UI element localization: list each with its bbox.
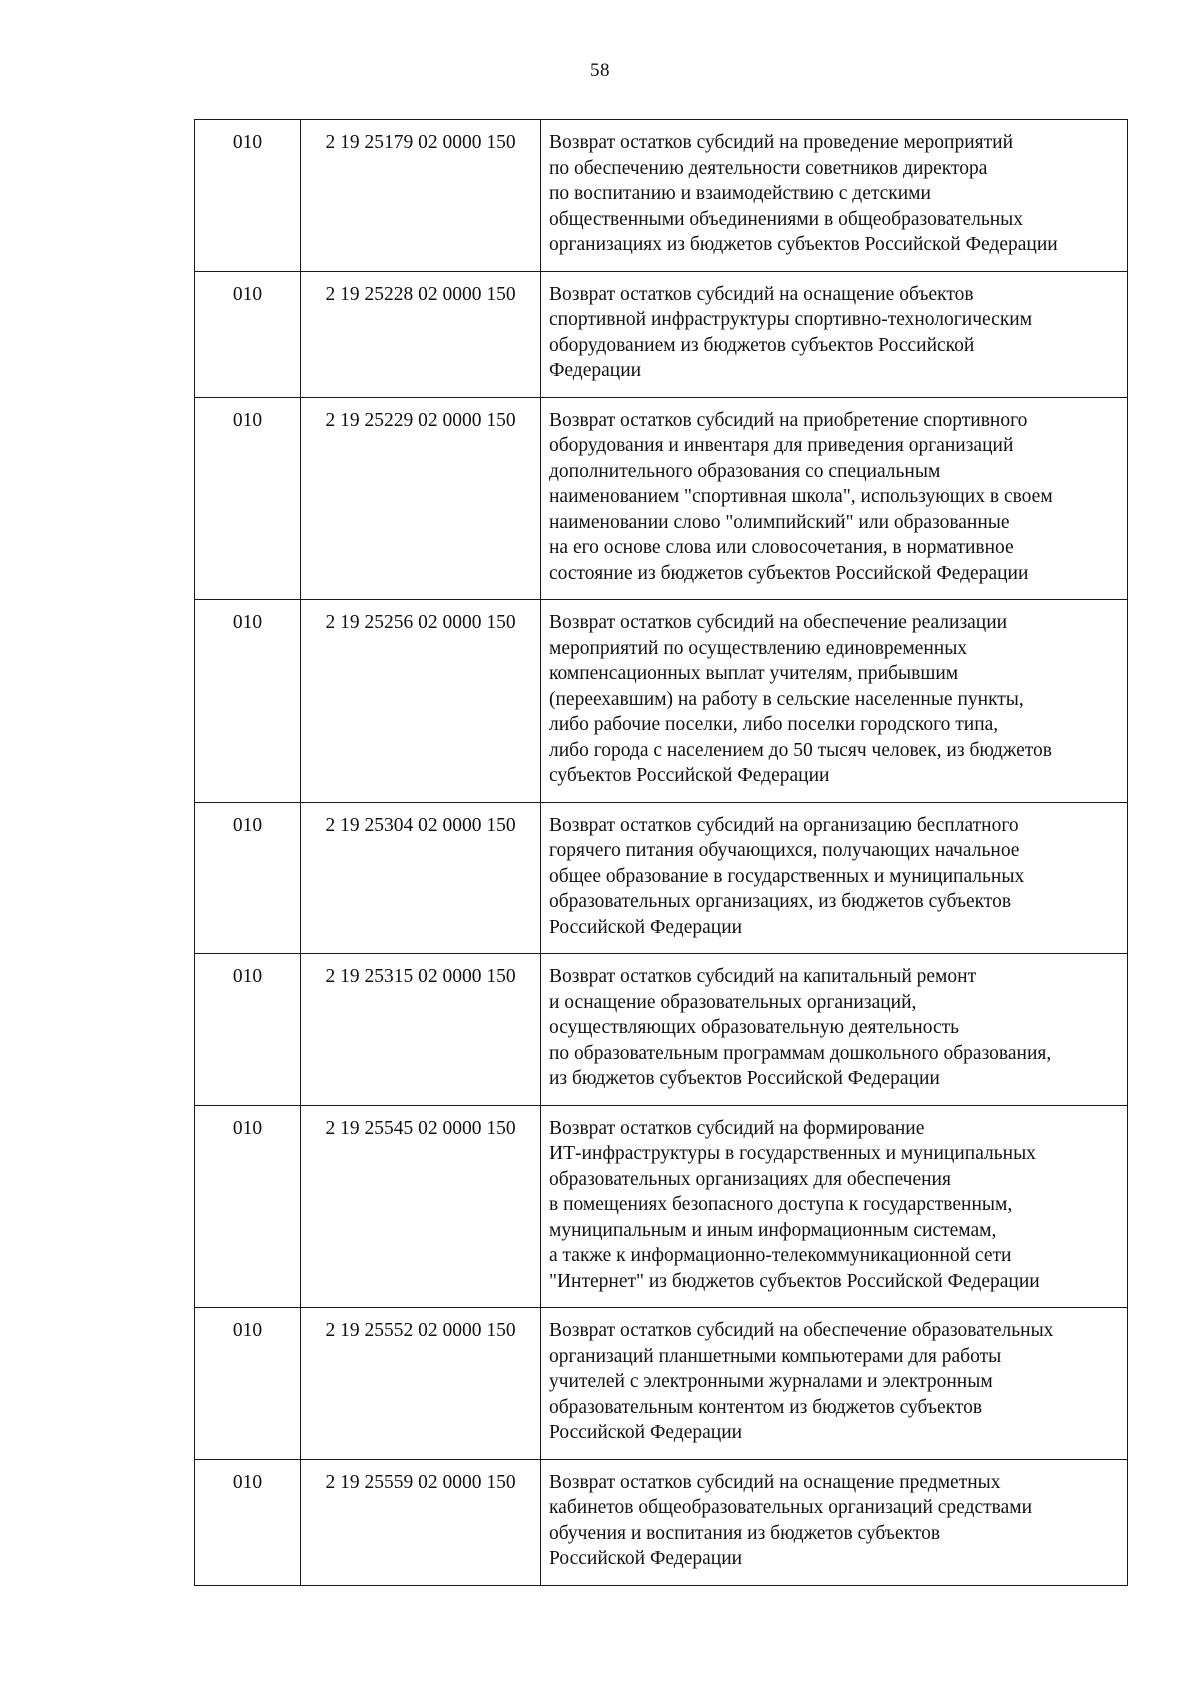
table-row [195, 1308, 1128, 1460]
table-row [195, 802, 1128, 954]
income-name-line: наименовании слово "олимпийский" или образованные [549, 511, 1010, 533]
table-row [195, 954, 1128, 1106]
income-name-line: Возврат остатков субсидий на организацию бесплатного [549, 814, 1019, 836]
admin-code-cell: 010 [195, 120, 301, 272]
income-name-cell [541, 397, 1128, 600]
income-name-line: наименованием "спортивная школа", использующих в своем [549, 486, 1053, 507]
admin-code-cell: 010 [195, 271, 301, 397]
income-name-cell [541, 120, 1128, 272]
income-name-line: Федерации [549, 360, 642, 381]
income-name-line: дополнительного образования со специальным [549, 460, 941, 482]
income-name-line: общественными объединениями в общеобразовательных [549, 208, 1024, 230]
income-name-line: в помещениях безопасного доступа к государственным, [549, 1194, 1013, 1215]
income-name-line: по обеспечению деятельности советников директора [549, 157, 988, 179]
admin-code-cell: 010 [195, 397, 301, 600]
income-name-line: Российской Федерации [549, 916, 743, 938]
income-name-cell [541, 271, 1128, 397]
income-name-line: Возврат остатков субсидий на оснащение предметных [549, 1471, 1001, 1493]
table-row [195, 271, 1128, 397]
income-name-line: горячего питания обучающихся, получающих начальное [549, 840, 1020, 861]
admin-code-cell: 010 [195, 1459, 301, 1585]
income-name-line: Возврат остатков субсидий на приобретение спортивного [549, 409, 1028, 431]
income-name-line: мероприятий по осуществлению единовременных [549, 637, 968, 659]
budget-classification-table [194, 119, 1128, 1586]
income-name-line: по воспитанию и взаимодействию с детскими [549, 183, 931, 204]
table-row [195, 397, 1128, 600]
admin-code-cell: 010 [195, 1308, 301, 1460]
table-row [195, 600, 1128, 803]
income-name-line: либо города с населением до 50 тысяч человек, из бюджетов [549, 739, 1052, 761]
income-name-line: (переехавшим) на работу в сельские населенные пункты, [549, 688, 1024, 710]
income-name-line: Возврат остатков субсидий на капитальный ремонт [549, 966, 977, 987]
income-name-line: оборудования и инвентаря для приведения организаций [549, 435, 1014, 456]
table-row [195, 1105, 1128, 1308]
income-name-line: ИТ-инфраструктуры в государственных и муниципальных [549, 1143, 1036, 1164]
income-name-line: "Интернет" из бюджетов субъектов Российской Федерации [549, 1270, 1040, 1292]
income-name-line: кабинетов общеобразовательных организаций средствами [549, 1497, 1033, 1518]
income-name-line: компенсационных выплат учителям, прибывшим [549, 663, 959, 684]
income-name-cell [541, 802, 1128, 954]
budget-code-cell: 2 19 25256 02 0000 150 [301, 600, 541, 803]
income-name-line: обучения и воспитания из бюджетов субъектов [549, 1522, 941, 1544]
admin-code-cell: 010 [195, 1105, 301, 1308]
income-name-line: общее образование в государственных и муниципальных [549, 865, 1025, 887]
admin-code-cell: 010 [195, 954, 301, 1106]
income-name-cell [541, 1105, 1128, 1308]
budget-code-cell: 2 19 25228 02 0000 150 [301, 271, 541, 397]
income-name-line: из бюджетов субъектов Российской Федерации [549, 1068, 940, 1089]
income-name-line: Возврат остатков субсидий на формирование [549, 1117, 925, 1139]
income-name-line: организаций планшетными компьютерами для работы [549, 1345, 1002, 1367]
income-name-line: на его основе слова или словосочетания, в нормативное [549, 537, 1014, 558]
income-name-cell [541, 1459, 1128, 1585]
table-row [195, 120, 1128, 272]
income-name-line: Возврат остатков субсидий на оснащение объектов [549, 283, 974, 305]
income-name-line: и оснащение образовательных организаций, [549, 991, 917, 1013]
admin-code-cell: 010 [195, 802, 301, 954]
admin-code-cell: 010 [195, 600, 301, 803]
table-row [195, 1459, 1128, 1585]
income-name-line: состояние из бюджетов субъектов Российской Федерации [549, 562, 1029, 584]
income-name-line: либо рабочие поселки, либо поселки городского типа, [549, 714, 999, 735]
budget-code-cell: 2 19 25229 02 0000 150 [301, 397, 541, 600]
budget-code-cell: 2 19 25545 02 0000 150 [301, 1105, 541, 1308]
income-name-cell [541, 1308, 1128, 1460]
income-name-line: организациях из бюджетов субъектов Российской Федерации [549, 234, 1058, 255]
income-name-line: оборудованием из бюджетов субъектов Российской [549, 334, 975, 356]
income-name-line: Возврат остатков субсидий на обеспечение образовательных [549, 1320, 1054, 1341]
income-name-line: по образовательным программам дошкольного образования, [549, 1042, 1052, 1064]
income-name-line: муниципальным и иным информационным системам, [549, 1219, 997, 1241]
table-body [195, 120, 1128, 1586]
income-name-line: образовательных организациях для обеспечения [549, 1168, 951, 1190]
page-number: 58 [590, 60, 610, 81]
income-name-line: Российской Федерации [549, 1422, 743, 1443]
income-name-cell [541, 600, 1128, 803]
income-name-line: образовательных организациях, из бюджетов субъектов [549, 891, 1012, 912]
income-name-line: образовательным контентом из бюджетов субъектов [549, 1396, 983, 1418]
budget-code-cell: 2 19 25179 02 0000 150 [301, 120, 541, 272]
income-name-line: спортивной инфраструктуры спортивно-технологическим [549, 309, 1033, 330]
budget-code-cell: 2 19 25552 02 0000 150 [301, 1308, 541, 1460]
income-name-line: Российской Федерации [549, 1548, 743, 1569]
income-name-line: субъектов Российской Федерации [549, 765, 830, 786]
budget-code-cell: 2 19 25315 02 0000 150 [301, 954, 541, 1106]
income-name-line: Возврат остатков субсидий на проведение мероприятий [549, 132, 1014, 153]
income-name-line: Возврат остатков субсидий на обеспечение реализации [549, 612, 1008, 633]
income-name-line: а также к информационно-телекоммуникационной сети [549, 1245, 1012, 1266]
income-name-line: учителей с электронными журналами и электронным [549, 1371, 993, 1392]
budget-code-cell: 2 19 25304 02 0000 150 [301, 802, 541, 954]
budget-code-cell: 2 19 25559 02 0000 150 [301, 1459, 541, 1585]
income-name-line: осуществляющих образовательную деятельность [549, 1017, 960, 1038]
income-name-cell [541, 954, 1128, 1106]
